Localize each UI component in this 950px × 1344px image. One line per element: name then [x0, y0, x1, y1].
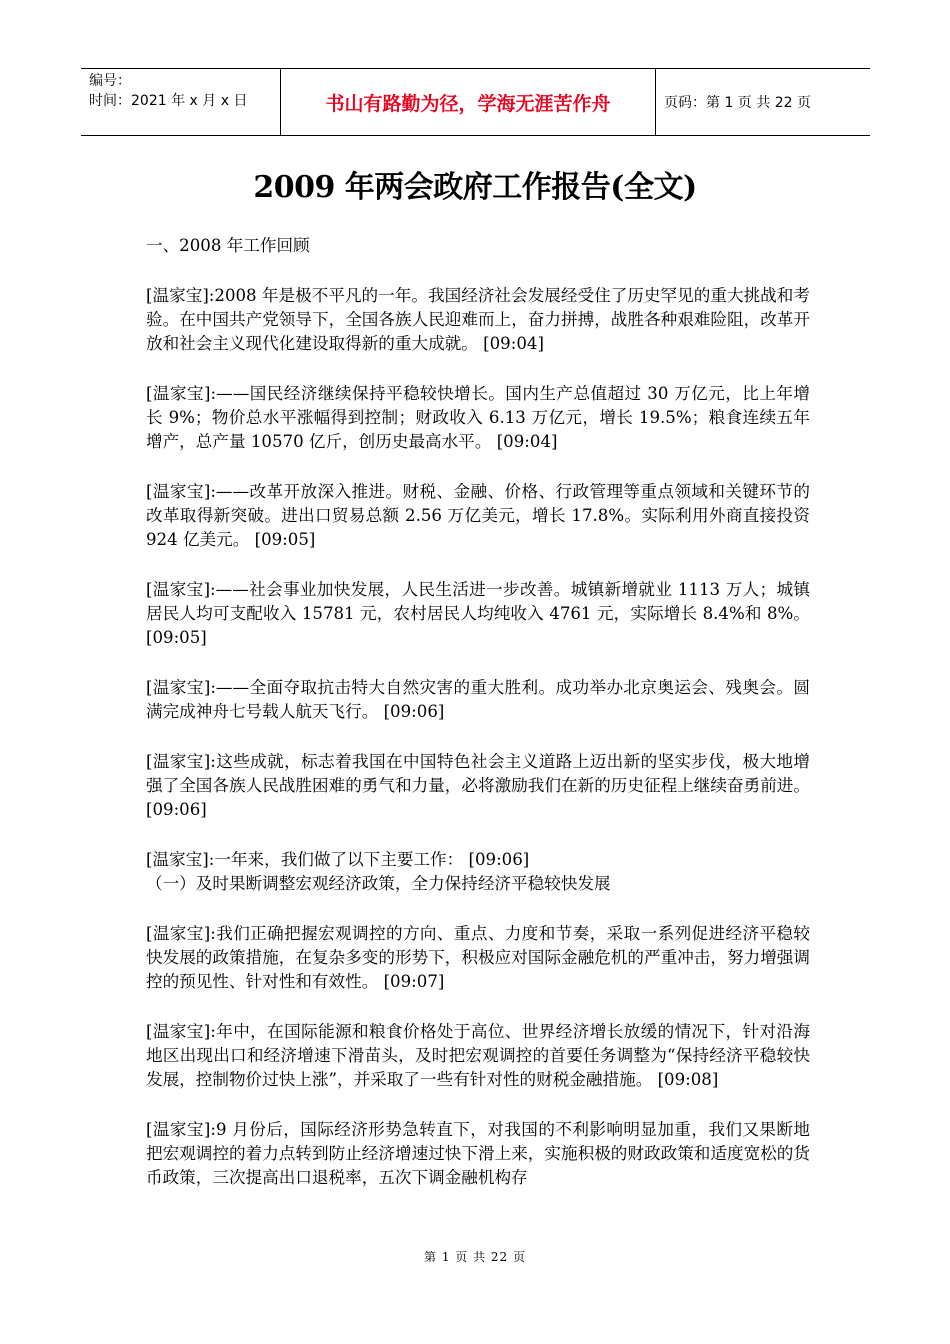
header-meta: [81, 69, 281, 135]
paragraph: [温家宝]:——国民经济继续保持平稳较快增长。国内生产总值超过 30 万亿元，比上年增长 9%；物价总水平涨幅得到控制；财政收入 6.13 万亿元，增长 19.5%；粮食连续五年增产，总产量 10570 亿斤，创历史最高水平。 [09:04]: [146, 384, 810, 451]
paragraph: [温家宝]:我们正确把握宏观调控的方向、重点、力度和节奏，采取一系列促进经济平稳较快发展的政策措施，在复杂多变的形势下，积极应对国际金融危机的严重冲击，努力增强调控的预见性、针对性和有效性。 [09:07]: [146, 924, 810, 991]
paragraph: [温家宝]:9 月份后，国际经济形势急转直下，对我国的不利影响明显加重，我们又果断地把宏观调控的着力点转到防止经济增速过快下滑上来，实施积极的财政政策和适度宽松的货币政策，三次提高出口退税率，五次下调金融机构存: [146, 1120, 810, 1187]
header-motto: 书山有路勤为径，学海无涯苦作舟: [281, 69, 656, 135]
paragraph: [温家宝]:2008 年是极不平凡的一年。我国经济社会发展经受住了历史罕见的重大挑战和考验。在中国共产党领导下，全国各族人民迎难而上，奋力拼搏，战胜各种艰难险阻，改革开放和社会主义现代化建设取得新的重大成就。 [09:04]: [146, 286, 810, 353]
header-page-label: 页码：第 1 页 共 22 页: [664, 95, 811, 111]
paragraph: [温家宝]:年中，在国际能源和粮食价格处于高位、世界经济增长放缓的情况下，针对沿海地区出现出口和经济增速下滑苗头，及时把宏观调控的首要任务调整为“保持经济平稳较快发展，控制物价过快上涨”，并采取了一些有针对性的财税金融措施。 [09:08]: [146, 1022, 810, 1089]
number-label: 编号：: [89, 73, 131, 89]
time-label: 时间：2021 年 x 月 x 日: [89, 93, 248, 109]
document-header: [81, 68, 870, 136]
paragraph: [温家宝]:一年来，我们做了以下主要工作： [09:06]: [146, 850, 530, 869]
paragraph: [温家宝]:——全面夺取抗击特大自然灾害的重大胜利。成功举办北京奥运会、残奥会。圆满完成神舟七号载人航天飞行。 [09:06]: [146, 678, 810, 721]
paragraph: [温家宝]:这些成就，标志着我国在中国特色社会主义道路上迈出新的坚实步伐，极大地增强了全国各族人民战胜困难的勇气和力量，必将激励我们在新的历史征程上继续奋勇前进。 [09:06]: [146, 752, 810, 819]
paragraph: [温家宝]:——改革开放深入推进。财税、金融、价格、行政管理等重点领域和关键环节的改革取得新突破。进出口贸易总额 2.56 万亿美元，增长 17.8%。实际利用外商直接投资 924 亿美元。 [09:05]: [146, 482, 810, 549]
page-footer: 第 1 页 共 22 页: [424, 1250, 526, 1264]
paragraph: [温家宝]:——社会事业加快发展，人民生活进一步改善。城镇新增就业 1113 万人；城镇居民人均可支配收入 15781 元，农村居民人均纯收入 4761 元，实际增长 8.4%和 8%。 [09:05]: [146, 580, 810, 647]
section-heading: 一、2008 年工作回顾: [146, 236, 310, 255]
document-title: 2009 年两会政府工作报告(全文): [253, 170, 697, 205]
document-body: [146, 234, 810, 1216]
subsection-heading: （一）及时果断调整宏观经济政策，全力保持经济平稳较快发展: [146, 874, 611, 893]
